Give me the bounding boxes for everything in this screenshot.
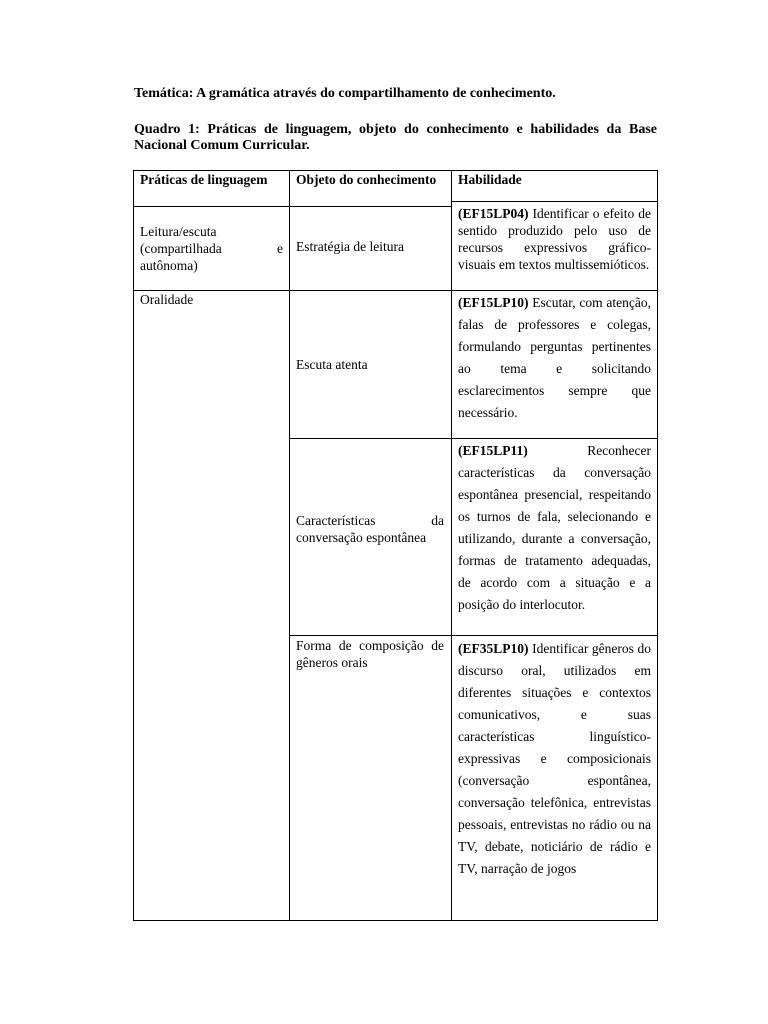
header-praticas: Práticas de linguagem — [140, 172, 268, 187]
row2-habilidade — [458, 292, 651, 424]
row1-pratica: Leitura/escuta (compartilhada e autônoma) — [140, 224, 283, 273]
row1-codigo: (EF15LP04) — [458, 206, 529, 221]
table-caption: Quadro 1: Práticas de linguagem, objeto do conhecimento e habilidades da Base Nacional Comum Curricular. — [134, 122, 657, 153]
header-objeto: Objeto do conhecimento — [296, 172, 437, 187]
table-border-row2 — [289, 438, 658, 439]
row1-habilidade-text: Identificar o efeito de sentido produzido pelo uso de recursos expressivos gráfico-visuais em textos multissemióticos. — [458, 206, 651, 272]
row4-codigo: (EF35LP10) — [458, 641, 529, 656]
table-border-col1 — [289, 170, 290, 921]
row4-habilidade-text: Identificar gêneros do discurso oral, utilizados em diferentes situações e contextos comunicativos, e suas características linguístico-expressivas e composicionais (conversação espontânea, conversação telefônica, entrevistas pessoais, entrevistas no rádio ou na TV, debate, noticiário de rádio e TV, narração de jogos — [458, 641, 651, 876]
row3-objeto: Características da conversação espontânea — [296, 513, 444, 545]
row4-habilidade — [458, 638, 651, 920]
table-border-header-left — [133, 206, 452, 207]
table-border-right — [657, 170, 658, 921]
table-border-col2 — [451, 170, 452, 921]
table-border-top — [133, 170, 658, 171]
table-border-bottom — [133, 920, 658, 921]
document-title: Temática: A gramática através do compartilhamento de conhecimento. — [134, 86, 556, 101]
row3-habilidade — [458, 440, 651, 616]
row2-objeto: Escuta atenta — [296, 357, 368, 372]
row2-codigo: (EF15LP10) — [458, 295, 529, 310]
row3-habilidade-text: Reconhecer características da conversação espontânea presencial, respeitando os turnos de fala, selecionando e utilizando, durante a conversação, formas de tratamento adequadas, de acordo com a situação e a posição do interlocutor. — [458, 443, 651, 612]
row2-pratica: Oralidade — [140, 292, 194, 307]
row4-objeto: Forma de composição de gêneros orais — [296, 638, 444, 670]
table-border-header-right — [451, 201, 658, 202]
row1-objeto: Estratégia de leitura — [296, 239, 404, 254]
row1-habilidade — [458, 205, 651, 273]
table-border-row3 — [289, 635, 658, 636]
row2-habilidade-text: Escutar, com atenção, falas de professores e colegas, formulando perguntas pertinentes ao tema e solicitando esclarecimentos sempre que necessário. — [458, 295, 651, 420]
row3-codigo: (EF15LP11) — [458, 443, 528, 458]
table-border-left — [133, 170, 134, 921]
header-habilidade: Habilidade — [458, 172, 522, 187]
